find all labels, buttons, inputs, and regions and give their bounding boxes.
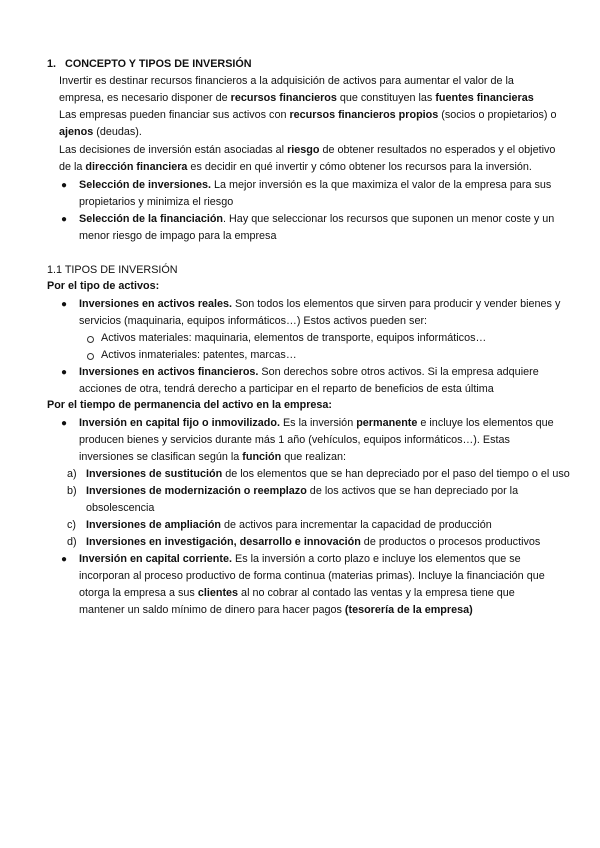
text: de obtener resultados no esperados y el objetivo <box>319 144 556 156</box>
text: de la <box>59 161 86 173</box>
bold-term: dirección financiera <box>85 161 188 173</box>
bold-term: Inversión en capital corriente. <box>79 553 233 565</box>
para1-line1: Invertir es destinar recursos financieros a la adquisición de activos para aumentar el valor de la <box>59 75 514 87</box>
para2-line1 <box>59 107 557 124</box>
bold-term: Inversiones en investigación, desarrollo e innovación <box>86 536 361 548</box>
by-time-heading <box>47 397 332 414</box>
bullet-selection-investments-cont: propietarios y minimiza el riesgo <box>79 196 234 208</box>
section-number: 1. <box>47 58 57 70</box>
para3-line2 <box>59 159 532 176</box>
real-assets-line2: servicios (maquinaria, equipos informáticos…) Estos activos pueden ser: <box>79 315 428 327</box>
text: de activos para incrementar la capacidad de producción <box>221 519 492 531</box>
section-1-1-title: 1.1 TIPOS DE INVERSIÓN <box>47 264 178 276</box>
lettered-item-c <box>86 517 492 534</box>
circle-bullet-icon <box>87 336 94 343</box>
financial-assets-line1 <box>79 364 539 381</box>
text: inversiones se clasifican según la <box>79 451 243 463</box>
bullet-icon: ● <box>61 418 68 429</box>
bold-term: (tesorería de la empresa) <box>344 604 473 616</box>
bold-term: recursos financieros propios <box>289 109 439 121</box>
text: (deudas). <box>93 126 142 138</box>
bold-term: riesgo <box>287 144 320 156</box>
bullet-icon: ● <box>61 214 68 225</box>
bold-term: Selección de la financiación <box>79 213 224 225</box>
section-title: CONCEPTO Y TIPOS DE INVERSIÓN <box>65 58 252 70</box>
circle-bullet-icon <box>87 353 94 360</box>
text: otorga la empresa a sus <box>79 587 198 599</box>
bullet-icon: ● <box>61 367 68 378</box>
list-letter: d) <box>67 536 77 548</box>
text: al no cobrar al contado las ventas y la empresa tiene que <box>238 587 515 599</box>
current-capital-line4 <box>79 602 473 619</box>
para1-line2 <box>59 90 534 107</box>
lettered-item-b <box>86 483 518 500</box>
bold-term: Inversiones en activos reales. <box>79 298 233 310</box>
bold-term: recursos financieros <box>230 92 337 104</box>
bullet-selection-financing-cont: menor riesgo de impago para la empresa <box>79 230 277 242</box>
text: Son todos los elementos que sirven para producir y vender bienes y <box>232 298 561 310</box>
text: . Hay que seleccionar los recursos que suponen un menor coste y un <box>223 213 555 225</box>
fixed-capital-line2: producen bienes y servicios durante más 1 año (vehículos, equipos informáticos…). Estas <box>79 434 510 446</box>
fixed-capital-line3 <box>79 449 346 466</box>
bold-term: Por el tiempo de permanencia del activo en la empresa: <box>47 399 333 411</box>
text: e incluye los elementos que <box>417 417 554 429</box>
text: de productos o procesos productivos <box>360 536 541 548</box>
bold-term: Inversiones de modernización o reemplazo <box>86 485 307 497</box>
text: Las decisiones de inversión están asociadas al <box>59 144 288 156</box>
text: Las empresas pueden financiar sus activos con <box>59 109 290 121</box>
bold-term: fuentes financieras <box>435 92 534 104</box>
text: que constituyen las <box>336 92 436 104</box>
list-letter: c) <box>67 519 76 531</box>
bullet-icon: ● <box>61 554 68 565</box>
by-type-heading <box>47 278 159 295</box>
bullet-icon: ● <box>61 180 68 191</box>
text: Es la inversión <box>279 417 357 429</box>
bold-term: ajenos <box>59 126 94 138</box>
fixed-capital-line1 <box>79 415 554 432</box>
text: Son derechos sobre otros activos. Si la empresa adquiere <box>258 366 539 378</box>
text: es decidir en qué invertir y cómo obtener los recursos para la inversión. <box>187 161 532 173</box>
real-assets-line1 <box>79 296 560 313</box>
sub-item: Activos inmateriales: patentes, marcas… <box>101 349 297 361</box>
financial-assets-line2: acciones de otra, tendrá derecho a participar en el reparto de beneficios de esta última <box>79 383 494 395</box>
para2-line2 <box>59 124 142 141</box>
bold-term: Inversiones de ampliación <box>86 519 222 531</box>
current-capital-line1 <box>79 551 521 568</box>
bold-term: Por el tipo de activos: <box>47 280 160 292</box>
bold-term: Inversiones en activos financieros. <box>79 366 259 378</box>
bullet-selection-financing <box>79 211 554 228</box>
text: La mejor inversión es la que maximiza el valor de la empresa para sus <box>211 179 552 191</box>
bold-term: Inversión en capital fijo o inmovilizado. <box>79 417 280 429</box>
current-capital-line2: incorporan al proceso productivo de forma continua (materias primas). Incluye la financiación que <box>79 570 545 582</box>
text: mantener un saldo mínimo de dinero para hacer pagos <box>79 604 345 616</box>
bold-term: función <box>242 451 282 463</box>
bold-term: permanente <box>356 417 418 429</box>
current-capital-line3 <box>79 585 515 602</box>
text: de los activos que se han depreciado por la <box>306 485 519 497</box>
text: (socios o propietarios) o <box>438 109 557 121</box>
text: empresa, es necesario disponer de <box>59 92 231 104</box>
bold-term: Selección de inversiones. <box>79 179 212 191</box>
list-letter: a) <box>67 468 77 480</box>
lettered-item-b-cont: obsolescencia <box>86 502 155 514</box>
bullet-icon: ● <box>61 299 68 310</box>
bullet-selection-investments <box>79 177 551 194</box>
text: que realizan: <box>281 451 347 463</box>
bold-term: clientes <box>197 587 239 599</box>
sub-item: Activos materiales: maquinaria, elementos de transporte, equipos informáticos… <box>101 332 487 344</box>
lettered-item-d <box>86 534 540 551</box>
list-letter: b) <box>67 485 77 497</box>
text: Es la inversión a corto plazo e incluye los elementos que se <box>232 553 521 565</box>
lettered-item-a <box>86 466 570 483</box>
section-1-heading <box>47 56 252 73</box>
bold-term: Inversiones de sustitución <box>86 468 223 480</box>
para3-line1 <box>59 142 555 159</box>
text: de los elementos que se han depreciado por el paso del tiempo o el uso <box>222 468 570 480</box>
